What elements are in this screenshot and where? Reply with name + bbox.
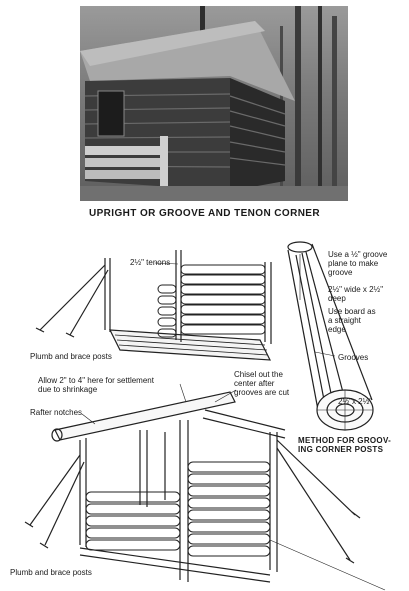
label-chisel: Chisel out the center after grooves are cut	[234, 370, 290, 397]
label-rafter: Rafter notches	[30, 408, 83, 417]
label-plumb-top: Plumb and brace posts	[30, 352, 112, 361]
label-use-board: Use board as a straight edge	[328, 307, 376, 334]
label-allow: Allow 2" to 4" here for settlement due to shrinkage	[38, 376, 154, 394]
label-grooves: Grooves	[338, 353, 369, 362]
label-size: 2½"x 2½"	[338, 397, 373, 406]
photo-caption: UPRIGHT OR GROOVE AND TENON CORNER	[88, 208, 321, 219]
label-use-plane: Use a ½" groove plane to make groove	[328, 250, 388, 277]
label-tenons: 2½" tenons	[130, 258, 171, 267]
label-plumb-bottom: Plumb and brace posts	[10, 568, 92, 577]
label-method: METHOD FOR GROOV- ING CORNER POSTS	[298, 436, 392, 454]
label-wide-deep: 2½" wide x 2½" deep	[328, 285, 384, 303]
